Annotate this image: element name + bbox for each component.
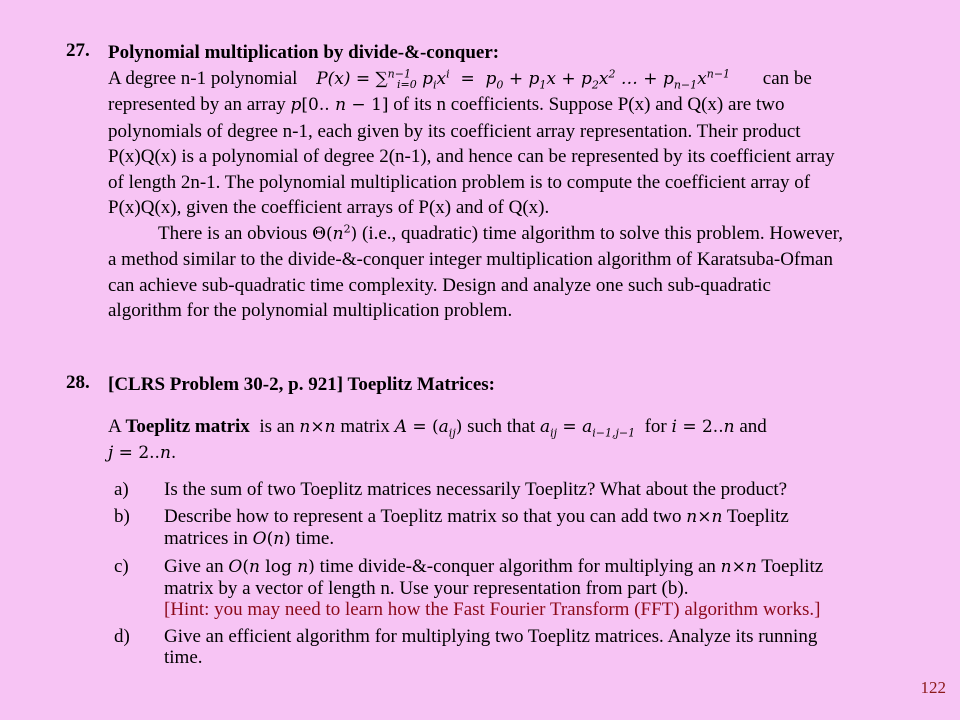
text-line: a method similar to the divide-&-conquer integer multiplication algorithm of Karatsuba-Ofman: [108, 249, 833, 270]
problem-number: 28.: [66, 372, 90, 393]
text-line: represented by an array p[0.. n − 1] of its n coefficients. Suppose P(x) and Q(x) are two: [108, 94, 785, 115]
text-line: algorithm for the polynomial multiplication problem.: [108, 300, 513, 321]
term-bold: Toeplitz matrix: [125, 415, 250, 437]
problem-28: [66, 372, 936, 674]
problem-number: 27.: [66, 40, 90, 61]
text-line: P(x)Q(x), given the coefficient arrays of P(x) and of Q(x).: [108, 197, 550, 218]
problem-heading: [CLRS Problem 30-2, p. 921] Toeplitz Matrices:: [108, 374, 495, 395]
text-line: j = 2..n.: [108, 443, 177, 463]
subpart-c: c) Give an O(n log n) time divide-&-conquer algorithm for multiplying an n×n Toeplitz matrix by a vector of length n. Use your representation from part (b). [Hint: you may need to learn how the Fast Fourier Transform (FFT) algorithm works.]: [108, 556, 936, 620]
array-notation: p: [290, 95, 302, 115]
polynomial-formula: P(x) = ∑$^{n-1}_{i=0}$ $p_ix^i = p_0 + p_1x + p_2x^2$ … + $p_{n-1}x^{n-1}$: [316, 66, 731, 91]
text-line: There is an obvious $\Theta(n^2)$ (i.e., quadratic) time algorithm to solve this problem. However,: [158, 221, 843, 244]
text-line: A degree n-1 polynomial P(x) = ∑$^{n-1}_{i=0}$ $p_ix^i = p_0 + p_1x + p_2x^2$ … + $p_{n-1}x^{n-1}$ can be: [108, 66, 812, 91]
subpart-b: b) Describe how to represent a Toeplitz matrix so that you can add two n×n Toeplitz matrices in O(n) time.: [114, 505, 789, 549]
text-line: A Toeplitz matrix is an n×n matrix $A = (a_{ij})$ such that $a_{ij} = a_{i-1,j-1}$ for i = 2..n and: [108, 415, 767, 439]
subpart-d: d) Give an efficient algorithm for multiplying two Toeplitz matrices. Analyze its running time.: [114, 625, 818, 668]
text-line: can achieve sub-quadratic time complexity. Design and analyze one such sub-quadratic: [108, 274, 771, 296]
problem-27: [66, 40, 936, 324]
text-line: P(x)Q(x) is a polynomial of degree 2(n-1), and hence can be represented by its coefficient array: [108, 146, 835, 167]
problem-heading: Polynomial multiplication by divide-&-conquer:: [108, 42, 500, 63]
subpart-a: a) Is the sum of two Toeplitz matrices necessarily Toeplitz? What about the product?: [114, 478, 788, 500]
theta-notation: $\Theta(n^2)$: [312, 221, 358, 244]
text-line: of length 2n-1. The polynomial multiplication problem is to compute the coefficient array of: [108, 171, 811, 193]
text-line: polynomials of degree n-1, each given by its coefficient array representation. Their product: [108, 120, 801, 142]
subparts-list: [108, 479, 936, 668]
hint-text: [Hint: you may need to learn how the Fast Fourier Transform (FFT) algorithm works.]: [164, 598, 821, 620]
page-number: 122: [920, 678, 946, 697]
